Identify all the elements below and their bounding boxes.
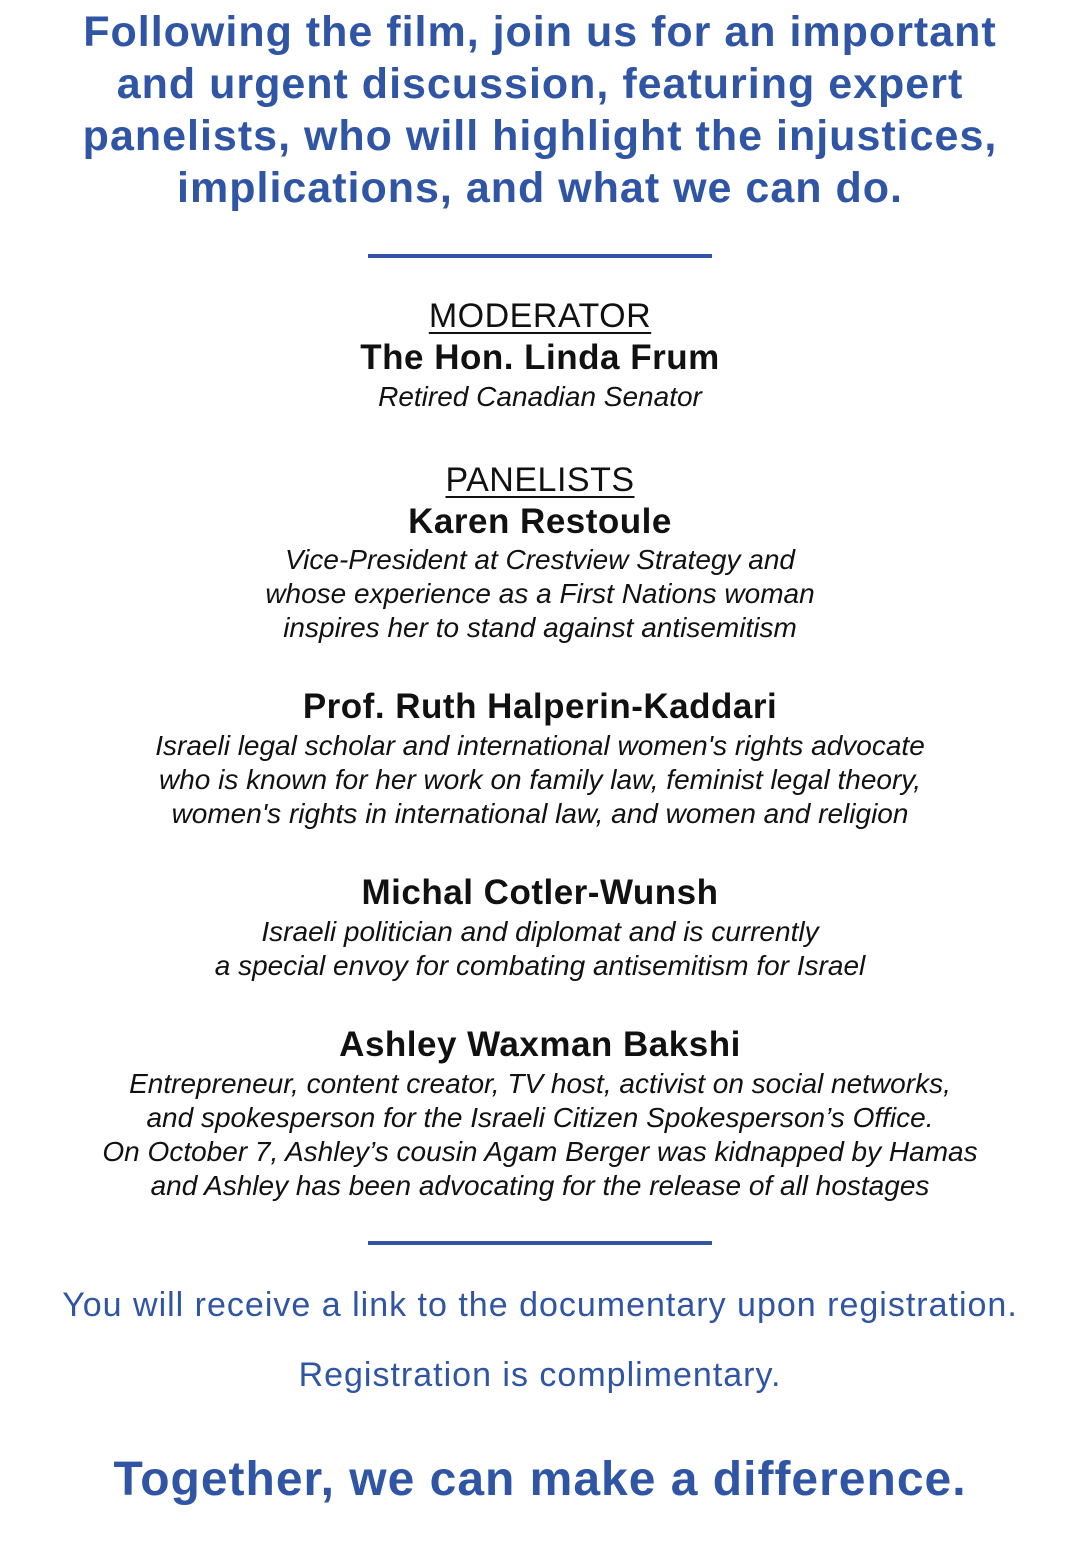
panelist-description: [40, 915, 1040, 983]
description-line: On October 7, Ashley’s cousin Agam Berger was kidnapped by Hamas: [102, 1136, 978, 1167]
moderator-label: MODERATOR: [428, 297, 652, 335]
description-line: whose experience as a First Nations woman: [265, 578, 815, 609]
registration-note: Registration is complimentary.: [298, 1356, 782, 1394]
panelist-description: [40, 729, 1040, 831]
intro-line: implications, and what we can do.: [177, 164, 903, 212]
documentary-link-note: You will receive a link to the documentary upon registration.: [62, 1286, 1018, 1324]
top-divider: [368, 254, 712, 258]
panelist-name: Ashley Waxman Bakshi: [339, 1025, 741, 1064]
tagline: Together, we can make a difference.: [113, 1453, 967, 1506]
description-line: and spokesperson for the Israeli Citizen Spokesperson’s Office.: [146, 1102, 934, 1133]
panelist-name: Michal Cotler-Wunsh: [361, 873, 719, 912]
description-line: Israeli legal scholar and international women's rights advocate: [155, 730, 925, 761]
panelist-name: Karen Restoule: [408, 502, 672, 541]
description-line: Entrepreneur, content creator, TV host, activist on social networks,: [129, 1068, 951, 1099]
description-line: a special envoy for combating antisemitism for Israel: [214, 950, 866, 981]
description-line: Retired Canadian Senator: [378, 381, 702, 412]
description-line: Israeli politician and diplomat and is currently: [261, 916, 819, 947]
intro-text: [40, 6, 1040, 214]
intro-line: panelists, who will highlight the injustices,: [82, 112, 998, 160]
moderator-description: [40, 380, 1040, 414]
description-line: who is known for her work on family law, feminist legal theory,: [158, 764, 921, 795]
panelists-label: PANELISTS: [445, 461, 635, 499]
moderator-name: The Hon. Linda Frum: [360, 338, 720, 377]
intro-line: and urgent discussion, featuring expert: [116, 60, 964, 108]
bottom-divider: [368, 1241, 712, 1245]
description-line: women's rights in international law, and women and religion: [171, 798, 909, 829]
intro-line: Following the film, join us for an important: [83, 8, 997, 56]
panelist-name: Prof. Ruth Halperin-Kaddari: [302, 687, 778, 726]
panelist-description: [40, 543, 1040, 645]
description-line: and Ashley has been advocating for the release of all hostages: [150, 1170, 930, 1201]
description-line: Vice-President at Crestview Strategy and: [285, 544, 795, 575]
description-line: inspires her to stand against antisemitism: [283, 612, 797, 643]
panelist-description: [40, 1067, 1040, 1203]
